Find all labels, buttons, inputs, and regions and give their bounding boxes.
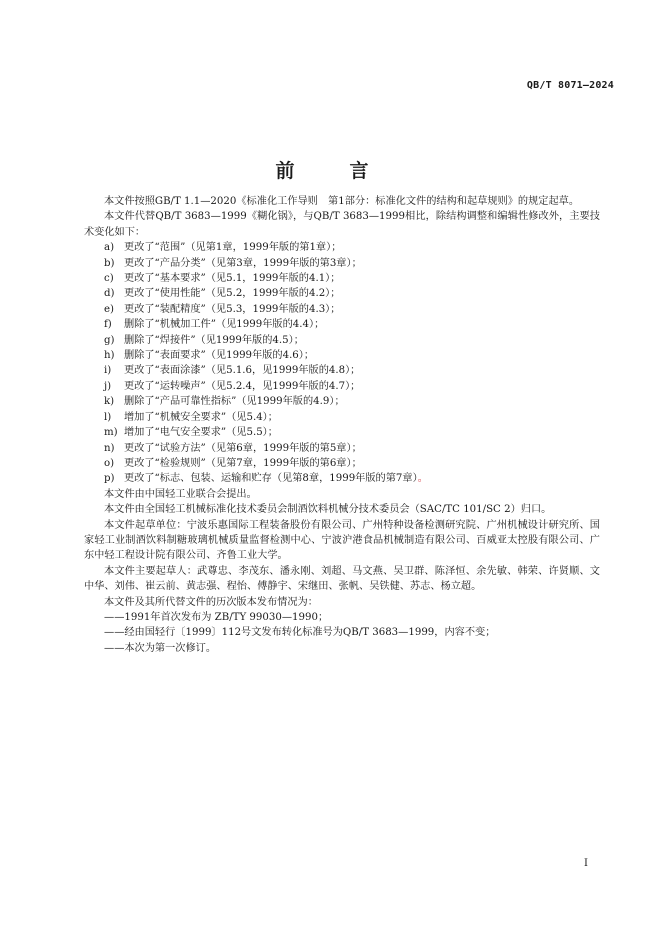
list-item [84, 240, 600, 255]
list-item-label: c) [104, 273, 114, 285]
history-item: ——经由国轻行〔1999〕112号文发布转化标准号为QB/T 3683—1999，内容不变； [104, 627, 496, 639]
list-item [84, 302, 600, 317]
list-item [84, 256, 600, 271]
list-item [84, 441, 600, 456]
page-number: I [584, 858, 588, 869]
list-item-text: 更改了“运转噪声”（见5.2.4，见1999年版的4.7）； [124, 380, 361, 392]
list-item-label: p) [104, 473, 115, 485]
changes-list [84, 240, 600, 487]
list-item [84, 425, 600, 440]
list-item-label: o) [104, 457, 115, 469]
list-item-end-mark: 。 [417, 473, 428, 485]
list-item-text: 更改了“使用性能”（见5.2，1999年版的4.2）； [124, 288, 341, 300]
list-item-text: 删除了“机械加工件”（见1999年版的4.4）； [124, 319, 325, 331]
list-item-label: b) [104, 257, 115, 269]
intro-paragraph-2: 本文件代替QB/T 3683—1999《糊化锅》，与QB/T 3683—1999相比，除结构调整和编辑性修改外，主要技术变化如下： [84, 211, 600, 238]
list-item [84, 333, 600, 348]
drafters-paragraph: 本文件主要起草人：武尊忠、李茂东、潘永刚、刘超、马文燕、吴卫群、陈泽恒、余先敏、韩荣、许贤顺、文中华、刘伟、崔云前、黄志强、程怡、傅静宇、宋继田、张帆、吴铁健、苏志、杨立超。 [84, 565, 600, 593]
list-item-text: 更改了“范围”（见第1章，1999年版的第1章）； [124, 242, 342, 254]
list-item-text: 删除了“产品可靠性指标”（见1999年版的4.9）； [124, 396, 345, 408]
list-item-text: 增加了“电气安全要求”（见5.5）； [124, 427, 278, 439]
list-item-label: e) [104, 303, 115, 315]
list-item [84, 471, 600, 486]
list-item-text: 删除了“焊接件”（见1999年版的4.5）； [124, 334, 304, 346]
list-item-text: 更改了“装配精度”（见5.3，1999年版的4.3）； [124, 303, 341, 315]
list-item-label: n) [104, 442, 115, 454]
list-item-label: d) [104, 288, 115, 300]
list-item [84, 394, 600, 409]
list-item-label: i) [104, 365, 112, 377]
list-item-label: h) [104, 350, 115, 362]
list-item-text: 增加了“机械安全要求”（见5.4）； [124, 411, 278, 423]
proposer-paragraph: 本文件由中国轻工业联合会提出。 [104, 488, 257, 500]
list-item [84, 456, 600, 471]
list-item [84, 286, 600, 301]
list-item [84, 363, 600, 378]
list-item [84, 348, 600, 363]
intro-paragraph-1: 本文件按照GB/T 1.1—2020《标准化工作导则 第1部分：标准化文件的结构和起草规则》的规定起草。 [104, 196, 580, 207]
list-item-label: f) [104, 319, 112, 331]
list-item-text: 更改了“基本要求”（见5.1，1999年版的4.1）； [124, 273, 341, 285]
standard-code: QB/T 8071—2024 [526, 80, 614, 91]
history-intro-paragraph: 本文件及其所代替文件的历次版本发布情况为： [104, 596, 318, 608]
list-item [84, 317, 600, 332]
list-item [84, 410, 600, 425]
list-item-text: 删除了“表面要求”（见1999年版的4.6）； [124, 350, 315, 362]
history-item: ——1991年首次发布为 ZB/TY 99030—1990； [104, 611, 329, 623]
list-item-text: 更改了“表面涂漆”（见5.1.6，见1999年版的4.8）； [124, 365, 361, 377]
list-item-text: 更改了“检验规则”（见第7章，1999年版的第6章）； [124, 457, 362, 469]
history-item: ——本次为第一次修订。 [104, 642, 217, 654]
list-item-text: 更改了“产品分类”（见第3章，1999年版的第3章）； [124, 257, 362, 269]
list-item-label: m) [104, 427, 118, 439]
list-item [84, 271, 600, 286]
drafting-units-paragraph: 本文件起草单位：宁波乐惠国际工程装备股份有限公司、广州特种设备检测研究院、广州机械设计研究所、国家轻工业制酒饮料制糖玻璃机械质量监督检测中心、宁波沪港食品机械制造有限公司、百威亚太控股有限公司、广东中轻工程设计院有限公司、齐鲁工业大学。 [84, 519, 600, 562]
preface-content [84, 194, 600, 656]
committee-paragraph: 本文件由全国轻工机械标准化技术委员会制酒饮料机械分技术委员会（SAC/TC 101/SC 2）归口。 [104, 504, 552, 516]
list-item-label: l) [104, 411, 112, 423]
list-item-label: k) [104, 396, 115, 408]
list-item-label: g) [104, 334, 115, 346]
history-list [84, 610, 600, 656]
page-title: 前 言 [275, 160, 387, 182]
list-item-text: 更改了“试验方法”（见第6章，1999年版的第5章）； [124, 442, 362, 454]
list-item-label: a) [104, 242, 115, 254]
list-item-label: j) [104, 380, 112, 392]
list-item [84, 379, 600, 394]
list-item-text: 更改了“标志、包装、运输和贮存（见第8章，1999年版的第7章） [124, 473, 418, 485]
